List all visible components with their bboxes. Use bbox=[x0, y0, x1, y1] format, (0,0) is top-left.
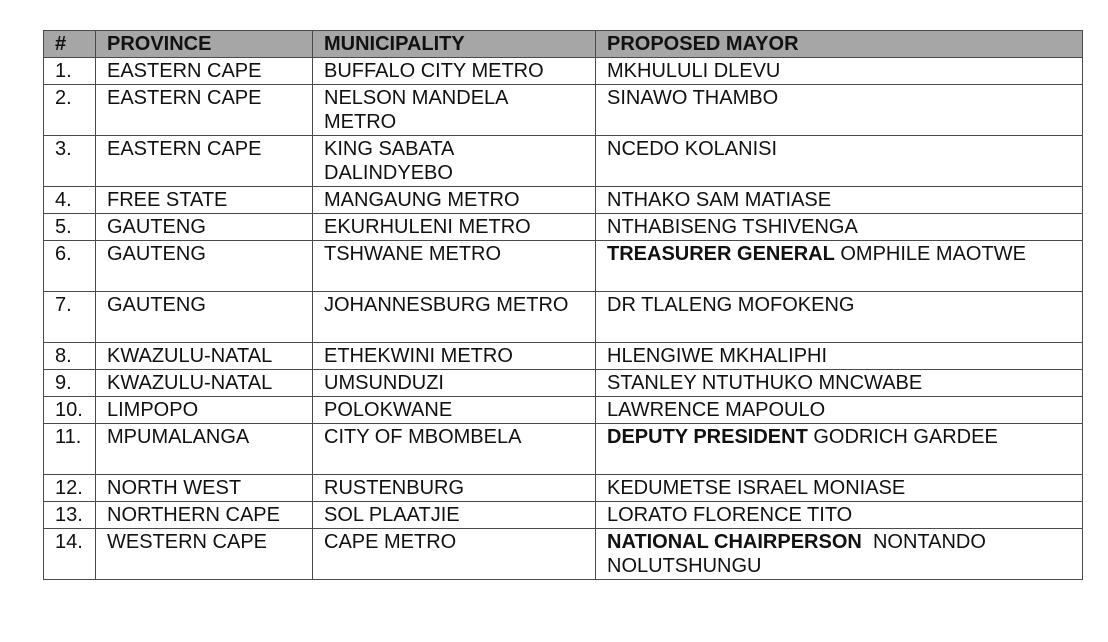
province-cell: EASTERN CAPE bbox=[96, 136, 313, 187]
municipality-cell: CITY OF MBOMBELA bbox=[313, 424, 596, 475]
mayor-name: MKHULULI DLEVU bbox=[607, 60, 781, 82]
mayor-cell bbox=[596, 241, 1083, 292]
municipality-cell: MANGAUNG METRO bbox=[313, 187, 596, 214]
table-row bbox=[44, 187, 1083, 214]
header-number: # bbox=[44, 31, 96, 58]
province-cell: NORTH WEST bbox=[96, 475, 313, 502]
province-cell: FREE STATE bbox=[96, 187, 313, 214]
table-row bbox=[44, 370, 1083, 397]
table-row bbox=[44, 424, 1083, 475]
table-row bbox=[44, 214, 1083, 241]
mayor-cell bbox=[596, 292, 1083, 343]
municipality-cell: NELSON MANDELA METRO bbox=[313, 85, 596, 136]
mayor-cell bbox=[596, 214, 1083, 241]
table-header-row bbox=[44, 31, 1083, 58]
province-cell: KWAZULU-NATAL bbox=[96, 370, 313, 397]
municipality-cell: ETHEKWINI METRO bbox=[313, 343, 596, 370]
municipality-cell: UMSUNDUZI bbox=[313, 370, 596, 397]
mayor-name: NCEDO KOLANISI bbox=[607, 138, 778, 160]
mayor-cell bbox=[596, 187, 1083, 214]
province-cell: NORTHERN CAPE bbox=[96, 502, 313, 529]
mayor-name: LORATO FLORENCE TITO bbox=[607, 504, 853, 526]
mayor-title: DEPUTY PRESIDENT bbox=[607, 426, 808, 448]
row-number: 7. bbox=[44, 292, 96, 343]
mayor-name: GODRICH GARDEE bbox=[813, 426, 998, 448]
row-number: 3. bbox=[44, 136, 96, 187]
province-cell: GAUTENG bbox=[96, 214, 313, 241]
mayor-name: SINAWO THAMBO bbox=[607, 87, 779, 109]
mayor-title: NATIONAL CHAIRPERSON bbox=[607, 531, 862, 553]
province-cell: LIMPOPO bbox=[96, 397, 313, 424]
mayor-name: OMPHILE MAOTWE bbox=[840, 243, 1026, 265]
municipality-cell: BUFFALO CITY METRO bbox=[313, 58, 596, 85]
table-row bbox=[44, 397, 1083, 424]
mayor-name: KEDUMETSE ISRAEL MONIASE bbox=[607, 477, 906, 499]
mayor-cell bbox=[596, 397, 1083, 424]
row-number: 8. bbox=[44, 343, 96, 370]
mayor-cell bbox=[596, 475, 1083, 502]
province-cell: WESTERN CAPE bbox=[96, 529, 313, 580]
header-proposed-mayor: PROPOSED MAYOR bbox=[596, 31, 1083, 58]
row-number: 12. bbox=[44, 475, 96, 502]
municipality-cell: CAPE METRO bbox=[313, 529, 596, 580]
row-number: 13. bbox=[44, 502, 96, 529]
mayor-cell bbox=[596, 502, 1083, 529]
row-number: 9. bbox=[44, 370, 96, 397]
row-number: 11. bbox=[44, 424, 96, 475]
row-number: 4. bbox=[44, 187, 96, 214]
row-number: 6. bbox=[44, 241, 96, 292]
mayor-name: LAWRENCE MAPOULO bbox=[607, 399, 826, 421]
mayor-cell bbox=[596, 370, 1083, 397]
table-row bbox=[44, 241, 1083, 292]
mayor-name: STANLEY NTUTHUKO MNCWABE bbox=[607, 372, 923, 394]
table-row bbox=[44, 292, 1083, 343]
mayor-cell bbox=[596, 85, 1083, 136]
municipality-cell: TSHWANE METRO bbox=[313, 241, 596, 292]
municipality-cell: RUSTENBURG bbox=[313, 475, 596, 502]
mayor-name: DR TLALENG MOFOKENG bbox=[607, 294, 855, 316]
province-cell: EASTERN CAPE bbox=[96, 58, 313, 85]
province-cell: GAUTENG bbox=[96, 292, 313, 343]
table-row bbox=[44, 136, 1083, 187]
row-number: 2. bbox=[44, 85, 96, 136]
municipality-cell: KING SABATA DALINDYEBO bbox=[313, 136, 596, 187]
municipality-cell: JOHANNESBURG METRO bbox=[313, 292, 596, 343]
province-cell: EASTERN CAPE bbox=[96, 85, 313, 136]
municipality-cell: EKURHULENI METRO bbox=[313, 214, 596, 241]
province-cell: MPUMALANGA bbox=[96, 424, 313, 475]
table-row bbox=[44, 529, 1083, 580]
row-number: 10. bbox=[44, 397, 96, 424]
municipality-cell: SOL PLAATJIE bbox=[313, 502, 596, 529]
mayor-cell bbox=[596, 529, 1083, 580]
mayor-name: NONTANDO NOLUTSHUNGU bbox=[607, 531, 986, 577]
mayor-name: NTHABISENG TSHIVENGA bbox=[607, 216, 858, 238]
header-province: PROVINCE bbox=[96, 31, 313, 58]
header-municipality: MUNICIPALITY bbox=[313, 31, 596, 58]
table-row bbox=[44, 85, 1083, 136]
mayor-title: TREASURER GENERAL bbox=[607, 243, 835, 265]
province-cell: GAUTENG bbox=[96, 241, 313, 292]
proposed-mayors-table bbox=[43, 30, 1083, 580]
province-cell: KWAZULU-NATAL bbox=[96, 343, 313, 370]
table-row bbox=[44, 58, 1083, 85]
table-row bbox=[44, 502, 1083, 529]
mayor-name: HLENGIWE MKHALIPHI bbox=[607, 345, 828, 367]
row-number: 14. bbox=[44, 529, 96, 580]
mayor-cell bbox=[596, 58, 1083, 85]
row-number: 1. bbox=[44, 58, 96, 85]
row-number: 5. bbox=[44, 214, 96, 241]
table-row bbox=[44, 343, 1083, 370]
mayor-name: NTHAKO SAM MATIASE bbox=[607, 189, 832, 211]
mayor-cell bbox=[596, 136, 1083, 187]
municipality-cell: POLOKWANE bbox=[313, 397, 596, 424]
mayor-cell bbox=[596, 343, 1083, 370]
table-row bbox=[44, 475, 1083, 502]
mayor-cell bbox=[596, 424, 1083, 475]
